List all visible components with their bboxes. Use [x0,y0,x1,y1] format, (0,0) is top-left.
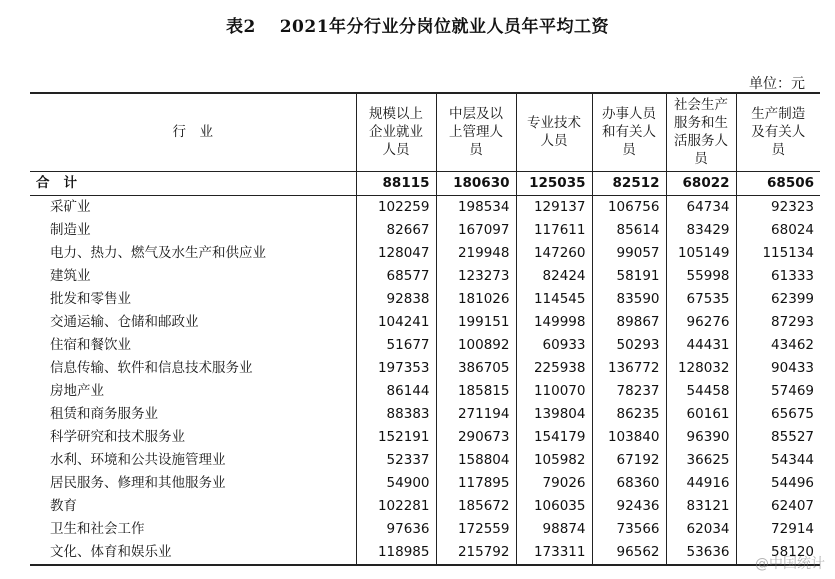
cell-value: 105982 [516,449,592,472]
cell-value: 54496 [736,472,820,495]
cell-value: 68577 [356,265,436,288]
cell-value: 68022 [666,171,736,195]
cell-value: 79026 [516,472,592,495]
cell-value: 83429 [666,219,736,242]
cell-value: 114545 [516,288,592,311]
table-row [30,195,820,219]
cell-value: 58191 [592,265,666,288]
cell-value: 57469 [736,380,820,403]
cell-value: 105149 [666,242,736,265]
cell-value: 215792 [436,541,516,565]
table-row [30,495,820,518]
row-label: 采矿业 [50,198,91,215]
header-col: 专业技术人员 [516,93,592,171]
row-label: 卫生和社会工作 [50,520,145,537]
cell-value: 123273 [436,265,516,288]
cell-value: 129137 [516,195,592,219]
cell-value: 99057 [592,242,666,265]
row-label: 科学研究和技术服务业 [50,428,185,445]
cell-value: 118985 [356,541,436,565]
table-row [30,265,820,288]
cell-value: 96276 [666,311,736,334]
cell-value: 219948 [436,242,516,265]
cell-value: 68506 [736,171,820,195]
cell-value: 83590 [592,288,666,311]
row-label: 水利、环境和公共设施管理业 [50,451,226,468]
row-label: 住宿和餐饮业 [50,336,131,353]
cell-value: 67535 [666,288,736,311]
cell-value: 62407 [736,495,820,518]
header-industry: 行 业 [30,93,356,171]
table-row [30,219,820,242]
cell-value: 199151 [436,311,516,334]
cell-value: 154179 [516,426,592,449]
cell-value: 68360 [592,472,666,495]
cell-value: 181026 [436,288,516,311]
cell-value: 290673 [436,426,516,449]
cell-value: 117611 [516,219,592,242]
table-row [30,518,820,541]
cell-value: 55998 [666,265,736,288]
cell-value: 115134 [736,242,820,265]
cell-value: 72914 [736,518,820,541]
cell-value: 54900 [356,472,436,495]
cell-value: 92436 [592,495,666,518]
cell-value: 106756 [592,195,666,219]
row-label: 居民服务、修理和其他服务业 [50,474,226,491]
cell-value: 102259 [356,195,436,219]
cell-value: 58120 [736,541,820,565]
cell-value: 82512 [592,171,666,195]
cell-value: 52337 [356,449,436,472]
cell-value: 167097 [436,219,516,242]
cell-value: 60161 [666,403,736,426]
cell-value: 102281 [356,495,436,518]
cell-value: 86235 [592,403,666,426]
cell-value: 139804 [516,403,592,426]
header-col: 办事人员和有关人员 [592,93,666,171]
cell-value: 65675 [736,403,820,426]
cell-value: 125035 [516,171,592,195]
cell-value: 225938 [516,357,592,380]
header-col: 中层及以上管理人员 [436,93,516,171]
cell-value: 185672 [436,495,516,518]
header-col: 社会生产服务和生活服务人员 [666,93,736,171]
row-label: 教育 [50,497,77,514]
row-label: 文化、体育和娱乐业 [30,541,356,565]
cell-value: 64734 [666,195,736,219]
cell-value: 92323 [736,195,820,219]
cell-value: 50293 [592,334,666,357]
table-row [30,541,820,565]
row-label: 电力、热力、燃气及水生产和供应业 [50,244,266,261]
cell-value: 53636 [666,541,736,565]
header-col: 生产制造及有关人员 [736,93,820,171]
cell-value: 51677 [356,334,436,357]
cell-value: 128047 [356,242,436,265]
cell-value: 88383 [356,403,436,426]
cell-value: 90433 [736,357,820,380]
cell-value: 73566 [592,518,666,541]
table-row [30,380,820,403]
cell-value: 43462 [736,334,820,357]
cell-value: 89867 [592,311,666,334]
row-label: 建筑业 [50,267,91,284]
cell-value: 82424 [516,265,592,288]
cell-value: 54458 [666,380,736,403]
cell-value: 386705 [436,357,516,380]
cell-value: 85527 [736,426,820,449]
cell-value: 152191 [356,426,436,449]
total-row [30,171,820,195]
row-label: 租赁和商务服务业 [50,405,158,422]
cell-value: 158804 [436,449,516,472]
cell-value: 92838 [356,288,436,311]
cell-value: 106035 [516,495,592,518]
cell-value: 110070 [516,380,592,403]
table-row [30,449,820,472]
cell-value: 180630 [436,171,516,195]
wage-table [30,92,820,566]
row-label: 交通运输、仓储和邮政业 [50,313,199,330]
cell-value: 149998 [516,311,592,334]
header-row [30,93,820,171]
cell-value: 67192 [592,449,666,472]
table-row [30,334,820,357]
table-row [30,242,820,265]
cell-value: 54344 [736,449,820,472]
cell-value: 172559 [436,518,516,541]
cell-value: 36625 [666,449,736,472]
cell-value: 86144 [356,380,436,403]
cell-value: 44916 [666,472,736,495]
cell-value: 96390 [666,426,736,449]
watermark: @中国统计 [755,556,825,572]
cell-value: 62399 [736,288,820,311]
cell-value: 60933 [516,334,592,357]
row-label: 房地产业 [50,382,104,399]
cell-value: 197353 [356,357,436,380]
cell-value: 68024 [736,219,820,242]
cell-value: 117895 [436,472,516,495]
cell-value: 62034 [666,518,736,541]
row-label: 制造业 [50,221,91,238]
cell-value: 44431 [666,334,736,357]
cell-value: 147260 [516,242,592,265]
header-col: 规模以上企业就业人员 [356,93,436,171]
cell-value: 100892 [436,334,516,357]
cell-value: 83121 [666,495,736,518]
table-row [30,472,820,495]
cell-value: 87293 [736,311,820,334]
cell-value: 85614 [592,219,666,242]
cell-value: 185815 [436,380,516,403]
table-row [30,357,820,380]
cell-value: 97636 [356,518,436,541]
row-label: 合计 [30,171,356,195]
cell-value: 173311 [516,541,592,565]
cell-value: 198534 [436,195,516,219]
table-row [30,426,820,449]
cell-value: 96562 [592,541,666,565]
cell-value: 82667 [356,219,436,242]
cell-value: 61333 [736,265,820,288]
table-row [30,288,820,311]
cell-value: 78237 [592,380,666,403]
table-row [30,311,820,334]
table-title: 表2 2021年分行业分岗位就业人员年平均工资 [225,17,610,37]
cell-value: 128032 [666,357,736,380]
table-row [30,403,820,426]
row-label: 批发和零售业 [50,290,131,307]
unit-label: 单位：元 [749,76,805,92]
row-label: 信息传输、软件和信息技术服务业 [50,359,253,376]
cell-value: 104241 [356,311,436,334]
cell-value: 103840 [592,426,666,449]
cell-value: 271194 [436,403,516,426]
cell-value: 136772 [592,357,666,380]
cell-value: 98874 [516,518,592,541]
cell-value: 88115 [356,171,436,195]
